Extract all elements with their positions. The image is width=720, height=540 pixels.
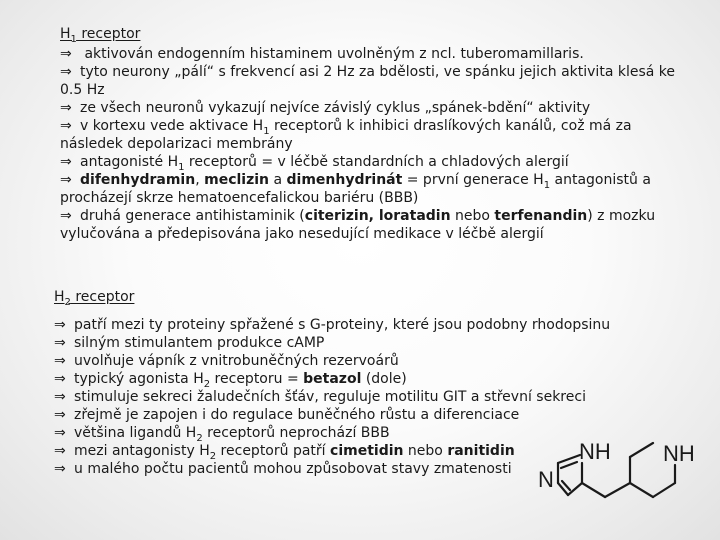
h1-item-7-text: druhá generace antihistaminik ( (80, 208, 305, 224)
list-item (60, 153, 690, 171)
double-arrow-icon: ⇒ (60, 46, 72, 62)
h1-receptor-heading (60, 25, 140, 43)
drug-name-dimenhydrinat: dimenhydrinát (286, 172, 403, 188)
drug-name-cimetidin: cimetidin (330, 443, 404, 459)
h2-receptor-heading (54, 288, 134, 306)
h2-item-2-text: silným stimulantem produkce cAMP (74, 335, 325, 351)
list-item (60, 171, 690, 207)
list-item (54, 316, 654, 334)
betazol-structure-diagram (535, 425, 715, 525)
separator-text: , (195, 172, 205, 188)
h2-item-9-text: u malého počtu pacientů mohou způsobovat stavy zmatenosti (74, 461, 512, 477)
double-arrow-icon: ⇒ (54, 443, 66, 459)
drug-name-meclizin: meclizin (204, 172, 270, 188)
atom-n-label: N (538, 467, 554, 492)
double-arrow-icon: ⇒ (54, 407, 66, 423)
subscript: 1 (543, 179, 551, 191)
h2-item-8-part1: mezi antagonisty H (74, 443, 210, 459)
h1-heading-rest: receptor (76, 26, 141, 42)
ring-bond (630, 483, 653, 497)
h1-item-1-text: aktivován endogenním histaminem uvolněným z ncl. tuberomamillaris. (80, 46, 584, 62)
list-item (54, 406, 654, 424)
h1-item-4-part2: receptorů k inhibici draslíkových kanálů, což má za následek depolarizaci membrány (60, 118, 632, 152)
double-arrow-icon: ⇒ (54, 317, 66, 333)
h1-item-6-text-end: antagonistů a procházejí skrze hematoencefalickou bariéru (BBB) (60, 172, 651, 206)
list-item (54, 370, 654, 388)
list-item (60, 117, 690, 153)
list-item (54, 352, 654, 370)
h2-item-3-text: uvolňuje vápník z vnitrobuněčných rezervoárů (74, 353, 399, 369)
double-arrow-icon: ⇒ (54, 425, 66, 441)
h2-heading-rest: receptor (70, 289, 135, 305)
h2-item-8-part3: nebo (403, 443, 448, 459)
ring-bond (630, 443, 653, 457)
subscript: 2 (196, 432, 203, 444)
double-arrow-icon: ⇒ (60, 172, 72, 188)
h2-heading-subscript: 2 (64, 296, 71, 308)
separator-text: a (269, 172, 287, 188)
h1-item-6-text: = první generace H (402, 172, 544, 188)
h1-item-4-part1: v kortexu vede aktivace H (80, 118, 264, 134)
drug-name-ranitidin: ranitidin (447, 443, 515, 459)
double-arrow-icon: ⇒ (60, 154, 72, 170)
h2-item-1-text: patří mezi ty proteiny spřažené s G-proteiny, které jsou podobny rhodopsinu (74, 317, 611, 333)
drug-name-difenhydramin: difenhydramin (80, 172, 196, 188)
ring-bond (653, 483, 675, 497)
h1-item-3-text: ze všech neuronů vykazují nejvíce závislý cyklus „spánek-bdění“ aktivity (80, 100, 591, 116)
h2-item-4-part3: (dole) (361, 371, 407, 387)
list-item (54, 334, 654, 352)
subscript: 2 (209, 450, 217, 462)
drug-name-terfenandin: terfenandin (494, 208, 588, 224)
double-arrow-icon: ⇒ (60, 64, 72, 80)
list-item (60, 99, 690, 117)
h2-item-4-part1: typický agonista H (74, 371, 204, 387)
list-item (60, 45, 690, 63)
list-item (60, 63, 690, 99)
h1-item-5-part1: antagonisté H (80, 154, 179, 170)
h2-item-7-part2: receptorů neprochází BBB (202, 425, 390, 441)
double-arrow-icon: ⇒ (54, 371, 66, 387)
list-item (54, 388, 654, 406)
h1-item-2-text: tyto neurony „pálí“ s frekvencí asi 2 Hz za bdělosti, ve spánku jejich aktivita klesá ke 0.5 Hz (60, 64, 675, 98)
ring-double-bond (561, 462, 577, 468)
subscript: 1 (178, 161, 185, 173)
atom-nh-piperidine-label: NH (663, 441, 695, 466)
double-arrow-icon: ⇒ (60, 208, 72, 224)
h2-item-6-text: zřejmě je zapojen i do regulace buněčného růstu a diferenciace (74, 407, 520, 423)
h1-item-5-part2: receptorů = v léčbě standardních a chladových alergií (184, 154, 569, 170)
double-arrow-icon: ⇒ (60, 118, 72, 134)
subscript: 2 (203, 378, 211, 390)
h1-heading-subscript: 1 (70, 33, 77, 45)
drug-name-betazol: betazol (303, 371, 362, 387)
double-arrow-icon: ⇒ (60, 100, 72, 116)
h2-item-5-text: stimuluje sekreci žaludečních šťáv, reguluje motilitu GIT a střevní sekreci (74, 389, 586, 405)
double-arrow-icon: ⇒ (54, 353, 66, 369)
h2-item-7-part1: většina ligandů H (74, 425, 197, 441)
h2-item-8-part2: receptorů patří (216, 443, 331, 459)
h2-heading-main: H (54, 289, 65, 305)
chain-bond (605, 483, 630, 497)
drug-name-citerizin-loratadin: citerizin, loratadin (304, 208, 451, 224)
h1-bullet-list (60, 45, 690, 243)
list-item (60, 207, 690, 243)
molecule-bonds (558, 443, 675, 497)
chain-bond (582, 483, 605, 497)
separator-text: nebo (450, 208, 495, 224)
atom-nh-ring-label: NH (579, 439, 611, 464)
h1-item-7-text-end: ) z mozku vylučována a předepisována jako nesedující medikace v léčbě alergií (60, 208, 656, 242)
h1-heading-main: H (60, 26, 71, 42)
double-arrow-icon: ⇒ (54, 461, 66, 477)
h2-item-4-part2: receptoru = (210, 371, 304, 387)
subscript: 1 (263, 125, 270, 137)
double-arrow-icon: ⇒ (54, 389, 66, 405)
double-arrow-icon: ⇒ (54, 335, 66, 351)
